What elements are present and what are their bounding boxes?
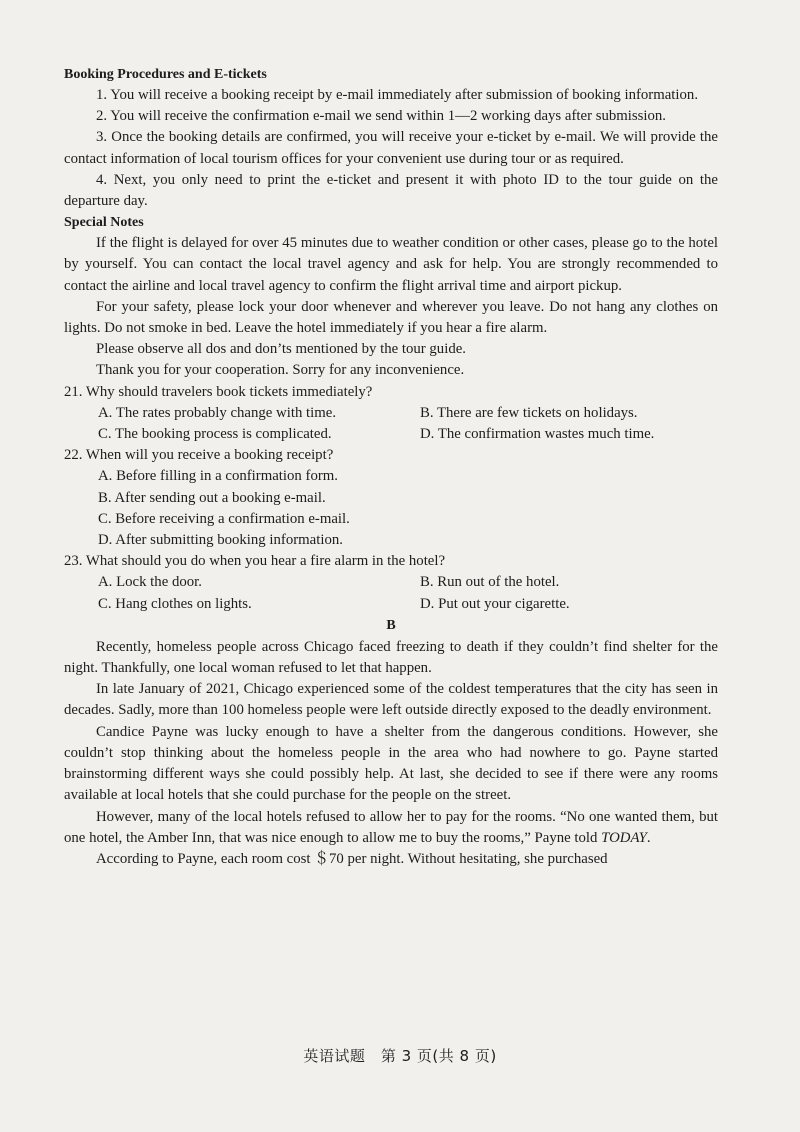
q23-option-c: C. Hang clothes on lights. bbox=[98, 595, 252, 612]
booking-item-2: 2. You will receive the confirmation e-mail we send within 1—2 working days after submission. bbox=[96, 108, 666, 125]
q21-option-b: B. There are few tickets on holidays. bbox=[420, 404, 638, 421]
b-paragraph-1: Recently, homeless people across Chicago faced freezing to death if they couldn’t find shelter for the night. Thankfully, one local woman refused to let that happen. bbox=[64, 638, 718, 677]
notes-paragraph-2: For your safety, please lock your door whenever and wherever you leave. Do not hang any clothes on lights. Do not smoke in bed. Leave the hotel immediately if you hear a fire alarm. bbox=[64, 298, 718, 337]
page-footer: 英语试题 第 3 页(共 8 页) bbox=[303, 1047, 497, 1065]
question-21-options bbox=[64, 403, 718, 445]
b-paragraph-2: In late January of 2021, Chicago experienced some of the coldest temperatures that the city has seen in decades. Sadly, more than 100 homeless people were left outside directly exposed to the deadly environment. bbox=[64, 681, 718, 719]
notes-paragraph-4: Thank you for your cooperation. Sorry for any inconvenience. bbox=[96, 362, 465, 379]
b-paragraph-5: According to Payne, each room cost ＄70 per night. Without hesitating, she purchased bbox=[96, 850, 608, 867]
booking-heading: Booking Procedures and E-tickets bbox=[64, 67, 267, 82]
special-notes-heading: Special Notes bbox=[64, 215, 144, 231]
source-period: . bbox=[646, 829, 651, 846]
question-23-stem: 23. What should you do when you hear a fire alarm in the hotel? bbox=[64, 553, 446, 570]
q22-option-d: D. After submitting booking information. bbox=[98, 532, 343, 549]
q23-option-a: A. Lock the door. bbox=[98, 574, 202, 591]
q22-option-a: A. Before filling in a confirmation form. bbox=[98, 468, 338, 485]
q21-option-a: A. The rates probably change with time. bbox=[98, 404, 337, 421]
notes-paragraph-3: Please observe all dos and don’ts mentioned by the tour guide. bbox=[96, 341, 466, 358]
q22-option-b: B. After sending out a booking e-mail. bbox=[98, 489, 326, 506]
question-22-stem: 22. When will you receive a booking receipt? bbox=[64, 447, 334, 464]
notes-paragraph-1: If the flight is delayed for over 45 minutes due to weather condition or other cases, please go to the hotel by yourself. You can contact the local travel agency and ask for help. You are strongly recommended to contact the airline and local travel agency to confirm the flight arrival time and airport pickup. bbox=[64, 235, 718, 294]
source-today: TODAY bbox=[601, 829, 647, 846]
q21-option-c: C. The booking process is complicated. bbox=[98, 426, 332, 443]
q23-option-d: D. Put out your cigarette. bbox=[420, 595, 570, 612]
booking-item-1: 1. You will receive a booking receipt by e-mail immediately after submission of booking information. bbox=[96, 87, 699, 103]
b-paragraph-4-text: However, many of the local hotels refused to allow her to pay for the rooms. “No one wanted them, but one hotel, the Amber Inn, that was nice enough to allow me to buy the rooms,” Payne told bbox=[64, 808, 718, 846]
question-23-options bbox=[64, 572, 718, 614]
q23-option-b: B. Run out of the hotel. bbox=[420, 574, 560, 591]
part-b-label: B bbox=[386, 617, 396, 633]
question-21-stem: 21. Why should travelers book tickets immediately? bbox=[64, 383, 373, 400]
b-paragraph-3: Candice Payne was lucky enough to have a shelter from the dangerous conditions. However, she couldn’t stop thinking about the homeless people in the area who had nowhere to go. Payne started brainstorming different ways she could possibly help. At last, she decided to see if there were any rooms available at local hotels that she could purchase for the people on the street. bbox=[64, 723, 718, 804]
q21-option-d: D. The confirmation wastes much time. bbox=[420, 426, 655, 443]
q22-option-c: C. Before receiving a confirmation e-mail. bbox=[98, 510, 350, 527]
booking-item-4: 4. Next, you only need to print the e-ticket and present it with photo ID to the tour guide on the departure day. bbox=[64, 171, 718, 210]
booking-item-3: 3. Once the booking details are confirmed, you will receive your e-ticket by e-mail. We will provide the contact information of local tourism offices for your convenient use during tour or as required. bbox=[64, 129, 718, 167]
b-paragraph-4 bbox=[64, 807, 718, 849]
